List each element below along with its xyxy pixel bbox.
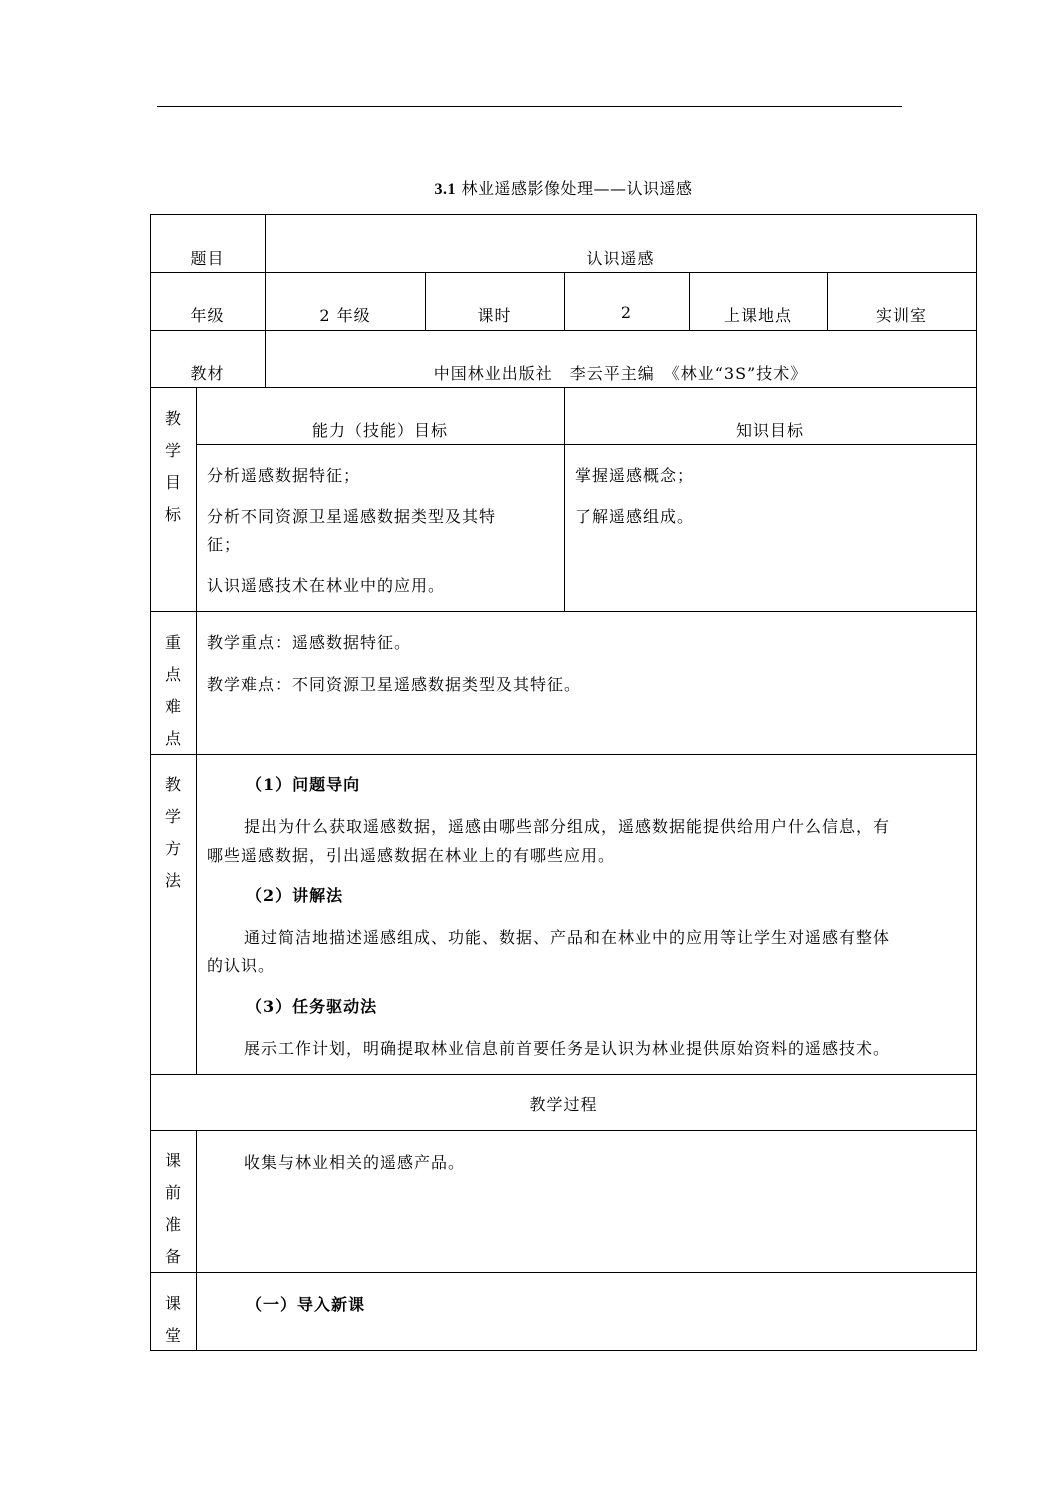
knowledge-item: 了解遥感组成。 bbox=[575, 507, 695, 526]
method-2-text: 通过简洁地描述遥感组成、功能、数据、产品和在林业中的应用等让学生对遥感有整体 bbox=[244, 928, 891, 947]
topic-label: 题目 bbox=[190, 249, 225, 268]
method-2-text: 的认识。 bbox=[207, 956, 276, 975]
method-3-text: 展示工作计划，明确提取林业信息前首要任务是认识为林业提供原始资料的遥感技术。 bbox=[244, 1039, 891, 1058]
teaching-focus: 教学重点：遥感数据特征。 bbox=[207, 633, 412, 652]
ability-item: 分析遥感数据特征； bbox=[207, 466, 361, 485]
method-1-text: 哪些遥感数据，引出遥感数据在林业上的有哪些应用。 bbox=[207, 846, 616, 865]
topic-value: 认识遥感 bbox=[586, 249, 655, 268]
classroom-label: 课 堂 bbox=[164, 1294, 181, 1345]
classroom-section-title: （一）导入新课 bbox=[246, 1295, 366, 1314]
grade-value: 2 年级 bbox=[319, 306, 371, 325]
process-header: 教学过程 bbox=[529, 1095, 598, 1114]
place-value: 实训室 bbox=[875, 306, 927, 325]
method-1-title: （1）问题导向 bbox=[246, 775, 361, 794]
knowledge-item: 掌握遥感概念； bbox=[575, 466, 695, 485]
textbook-label: 教材 bbox=[190, 364, 225, 383]
title-text: 林业遥感影像处理——认识遥感 bbox=[461, 179, 693, 198]
ability-item: 认识遥感技术在林业中的应用。 bbox=[207, 576, 446, 595]
page-title bbox=[150, 176, 977, 199]
teaching-difficulty: 教学难点：不同资源卫星遥感数据类型及其特征。 bbox=[207, 675, 582, 694]
header-rule bbox=[157, 106, 902, 107]
preparation-label: 课 前 准 备 bbox=[164, 1151, 181, 1266]
method-1-text: 提出为什么获取遥感数据，遥感由哪些部分组成，遥感数据能提供给用户什么信息，有 bbox=[244, 817, 891, 836]
ability-header: 能力（技能）目标 bbox=[311, 421, 448, 440]
method-2-title: （2）讲解法 bbox=[246, 886, 344, 905]
grade-label: 年级 bbox=[190, 306, 225, 325]
preparation-text: 收集与林业相关的遥感产品。 bbox=[244, 1153, 466, 1172]
hours-value: 2 bbox=[620, 303, 633, 322]
objectives-label: 教 学 目 标 bbox=[164, 409, 181, 524]
knowledge-header: 知识目标 bbox=[735, 421, 804, 440]
section-number: 3.1 bbox=[434, 181, 456, 198]
ability-item: 分析不同资源卫星遥感数据类型及其特 bbox=[207, 507, 497, 526]
hours-label: 课时 bbox=[477, 306, 512, 325]
methods-label: 教 学 方 法 bbox=[164, 775, 181, 890]
textbook-value: 中国林业出版社 李云平主编 《林业“3S”技术》 bbox=[433, 364, 808, 383]
method-3-title: （3）任务驱动法 bbox=[246, 997, 378, 1016]
ability-item: 征； bbox=[207, 535, 242, 554]
key-points-label: 重 点 难 点 bbox=[164, 633, 181, 748]
place-label: 上课地点 bbox=[723, 306, 792, 325]
